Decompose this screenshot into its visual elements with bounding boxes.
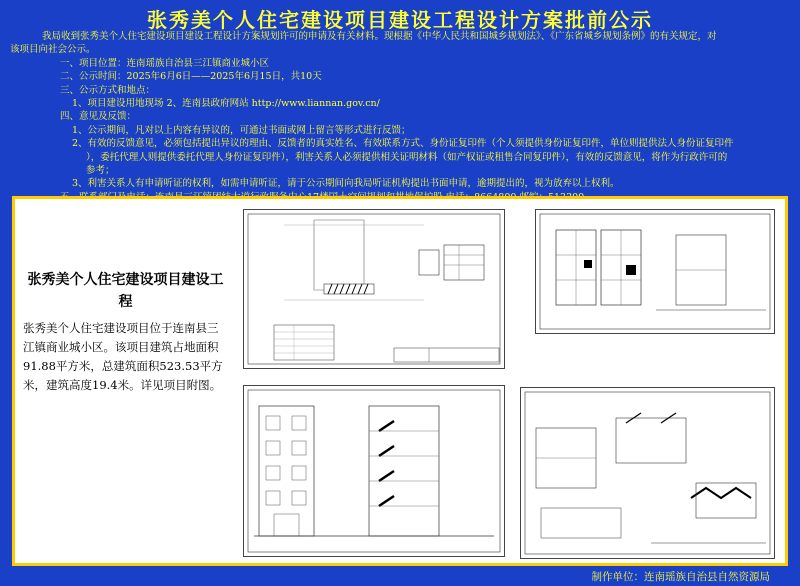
project-description-heading: 张秀美个人住宅建设项目建设工程 (27, 272, 224, 310)
intro-line-2: 该项目向社会公示。 (10, 44, 96, 56)
notice-title: 张秀美个人住宅建设项目建设工程设计方案批前公示 (147, 8, 653, 32)
feedback-3: 3、利害关系人有申请听证的权利，如需申请听证，请于公示期间向我局听证机构提出书面申请，逾期提出的，视为放弃以上权利。 (72, 178, 620, 190)
item-method: 三、公示方式和地点： (60, 84, 156, 96)
project-description (23, 269, 228, 395)
item-location: 一、项目位置：连南瑶族自治县三江镇商业城小区 (60, 57, 270, 69)
feedback-2-cont: ），委托代理人则提供委托代理人身份证复印件），利害关系人必须提供相关证明材料（如产权证或租售合同复印件），有效的反馈意见，将作为行政许可的 (86, 151, 728, 163)
notice-body (10, 30, 792, 204)
details-drawing (520, 387, 775, 559)
site-plan-drawing (243, 209, 505, 369)
floor-plans-drawing (535, 209, 775, 334)
project-description-body: 张秀美个人住宅建设项目位于连南县三江镇商业城小区。该项目建筑占地面积91.88平方米，总建筑面积523.53平方米，建筑高度19.4米。详见项目附图。 (23, 321, 223, 392)
footer-credit: 制作单位：连南瑶族自治县自然资源局 (591, 571, 770, 583)
drawings-panel (12, 196, 788, 566)
feedback-2: 2、有效的反馈意见，必须包括提出异议的理由、反馈者的真实姓名、有效联系方式、身份证复印件（个人须提供身份证复印件，单位则提供法人身份证复印件 (72, 138, 734, 150)
item-method-places: 1、项目建设用地现场 2、连南县政府网站 http://www.liannan.gov.cn/ (72, 98, 380, 110)
intro-line-1: 我局收到张秀美个人住宅建设项目建设工程设计方案规划许可的申请及有关材料。现根据《中华人民共和国城乡规划法》、《广东省城乡规划条例》的有关规定，对 (42, 31, 717, 42)
feedback-1: 1、公示期间，凡对以上内容有异议的，可通过书面或网上留言等形式进行反馈； (72, 124, 411, 136)
item-period: 二、公示时间：2025年6月6日——2025年6月15日，共10天 (60, 71, 322, 83)
feedback-2-end: 参考； (86, 165, 115, 177)
elevation-drawing (243, 385, 505, 557)
item-feedback: 四、意见及反馈： (60, 111, 137, 123)
